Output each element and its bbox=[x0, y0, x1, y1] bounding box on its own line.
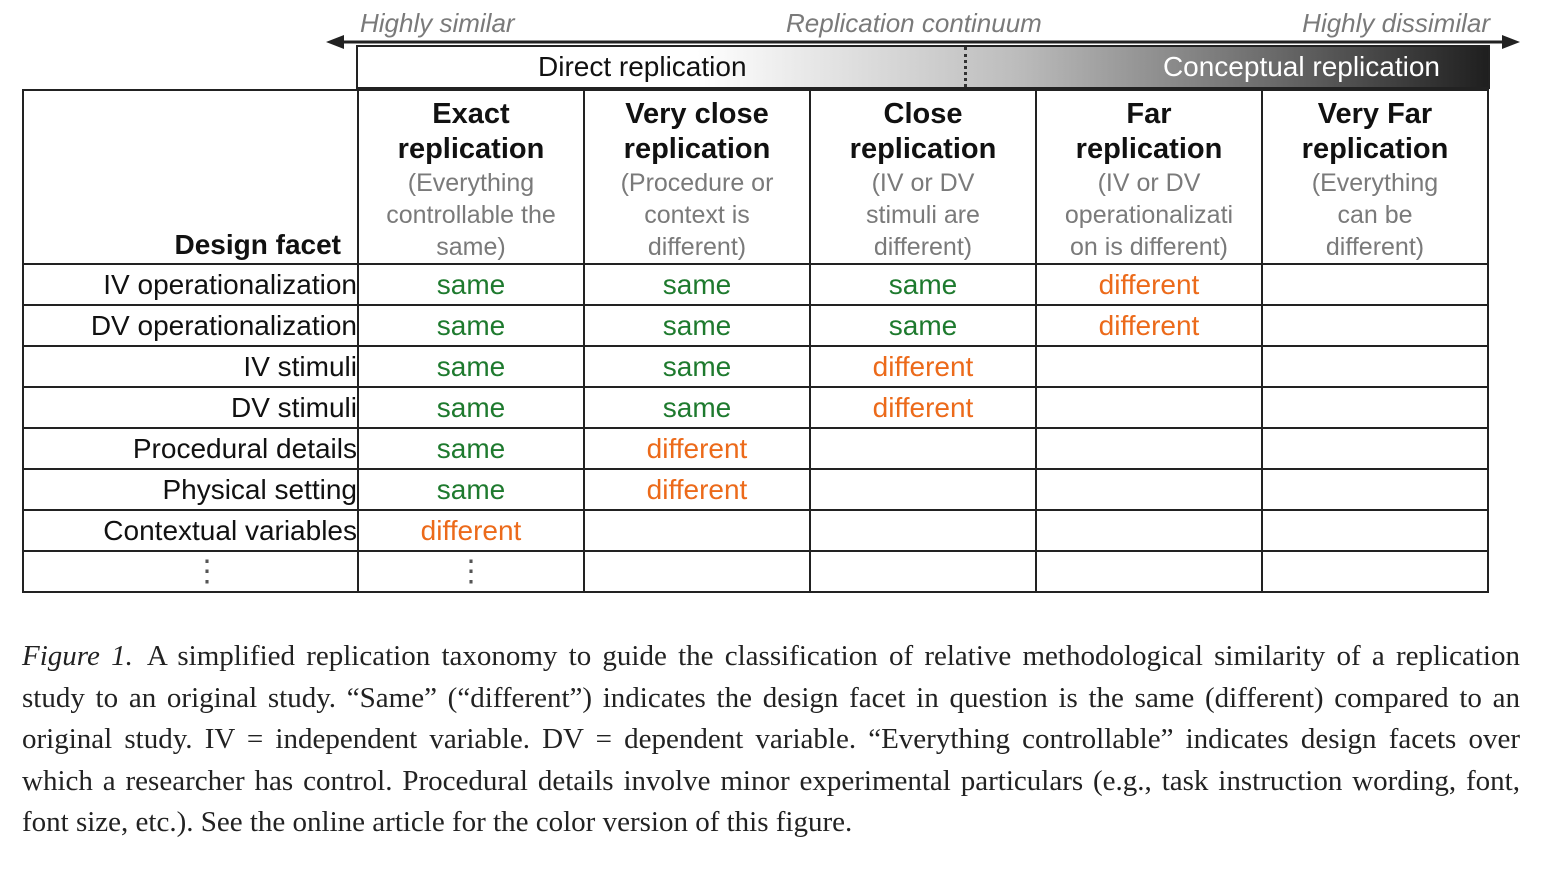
continuum-label: Replication continuum bbox=[786, 8, 1042, 38]
table-cell bbox=[23, 551, 358, 592]
table-cell: different bbox=[810, 387, 1036, 428]
table-cell: different bbox=[1036, 264, 1262, 305]
design-facet-cell: IV stimuli bbox=[23, 346, 358, 387]
table-row bbox=[23, 305, 1488, 346]
replication-continuum bbox=[0, 0, 1542, 92]
table-cell bbox=[810, 469, 1036, 510]
table-row bbox=[23, 264, 1488, 305]
design-facet-cell: Procedural details bbox=[23, 428, 358, 469]
column-title: Very close replication bbox=[623, 98, 771, 165]
table-cell: same bbox=[358, 264, 584, 305]
column-description: (Everything can be different) bbox=[1311, 169, 1439, 261]
table-row bbox=[23, 510, 1488, 551]
vertical-ellipsis-icon: ⋮ bbox=[192, 554, 222, 588]
table-cell: same bbox=[358, 469, 584, 510]
table-cell bbox=[1036, 469, 1262, 510]
table-cell bbox=[1262, 469, 1488, 510]
table-cell bbox=[1262, 551, 1488, 592]
figure-caption bbox=[22, 636, 1520, 844]
conceptual-replication-label: Conceptual replication bbox=[1162, 51, 1440, 82]
column-description: (Procedure or context is different) bbox=[620, 169, 774, 261]
vertical-ellipsis-icon: ⋮ bbox=[456, 554, 486, 588]
table-cell: same bbox=[358, 346, 584, 387]
table-cell: same bbox=[810, 264, 1036, 305]
continuation-row bbox=[23, 551, 1488, 592]
table-cell bbox=[1262, 346, 1488, 387]
column-title: Close replication bbox=[849, 98, 997, 165]
design-facet-cell: DV operationalization bbox=[23, 305, 358, 346]
table-cell bbox=[1262, 428, 1488, 469]
band-divider bbox=[964, 47, 967, 87]
table-cell: same bbox=[358, 305, 584, 346]
table-cell bbox=[1036, 551, 1262, 592]
design-facet-cell: DV stimuli bbox=[23, 387, 358, 428]
table-cell bbox=[1036, 387, 1262, 428]
table-cell bbox=[810, 428, 1036, 469]
table-cell: same bbox=[358, 428, 584, 469]
table-cell: same bbox=[584, 387, 810, 428]
figure-label: Figure 1. bbox=[22, 640, 133, 672]
column-title: Exact replication bbox=[397, 98, 545, 165]
table-cell bbox=[1262, 510, 1488, 551]
table-row bbox=[23, 346, 1488, 387]
highly-similar-label: Highly similar bbox=[360, 8, 515, 38]
table-cell bbox=[584, 510, 810, 551]
table-cell: same bbox=[358, 387, 584, 428]
replication-type-band bbox=[356, 45, 1490, 89]
table-cell: same bbox=[810, 305, 1036, 346]
table-cell: different bbox=[1036, 305, 1262, 346]
table-cell: different bbox=[810, 346, 1036, 387]
replication-taxonomy-table bbox=[22, 89, 1489, 593]
column-description: (IV or DV operationalizati on is different) bbox=[1064, 169, 1234, 261]
table-cell bbox=[1036, 346, 1262, 387]
design-facet-cell: IV operationalization bbox=[23, 264, 358, 305]
column-header bbox=[358, 90, 584, 264]
design-facet-cell: Contextual variables bbox=[23, 510, 358, 551]
column-header bbox=[584, 90, 810, 264]
column-description: (Everything controllable the same) bbox=[386, 169, 556, 261]
table-cell bbox=[358, 551, 584, 592]
table-cell: same bbox=[584, 264, 810, 305]
caption-text: A simplified replication taxonomy to guide the classification of relative methodological similarity of a replication study to an original study. “Same” (“different”) indicates the design facet in question is the same (different) compared to an original study. IV = independent variable. DV = dependent variable. “Everything controllable” indicates design facets over which a researcher has control. Procedural details involve minor experimental particulars (e.g., task instruction wording, font, font size, etc.). See the online article for the color version of this figure. bbox=[22, 640, 1520, 838]
table-cell bbox=[1036, 428, 1262, 469]
table-cell bbox=[1036, 510, 1262, 551]
highly-dissimilar-label: Highly dissimilar bbox=[1302, 8, 1490, 38]
column-description: (IV or DV stimuli are different) bbox=[866, 169, 980, 261]
direct-replication-label: Direct replication bbox=[538, 51, 747, 82]
table-cell bbox=[810, 510, 1036, 551]
table-cell: same bbox=[584, 346, 810, 387]
table-row bbox=[23, 387, 1488, 428]
table-row bbox=[23, 428, 1488, 469]
table-cell bbox=[1262, 387, 1488, 428]
table-cell: different bbox=[584, 428, 810, 469]
table-cell bbox=[1262, 264, 1488, 305]
column-header bbox=[1036, 90, 1262, 264]
table-cell bbox=[810, 551, 1036, 592]
column-header bbox=[1262, 90, 1488, 264]
table-cell: different bbox=[358, 510, 584, 551]
header-row bbox=[23, 90, 1488, 264]
table-cell: different bbox=[584, 469, 810, 510]
table-row bbox=[23, 469, 1488, 510]
table-cell bbox=[1262, 305, 1488, 346]
table-cell bbox=[584, 551, 810, 592]
column-header bbox=[810, 90, 1036, 264]
table-cell: same bbox=[584, 305, 810, 346]
design-facet-header: Design facet bbox=[23, 90, 358, 264]
column-title: Very Far replication bbox=[1301, 98, 1449, 165]
column-title: Far replication bbox=[1075, 98, 1223, 165]
design-facet-cell: Physical setting bbox=[23, 469, 358, 510]
